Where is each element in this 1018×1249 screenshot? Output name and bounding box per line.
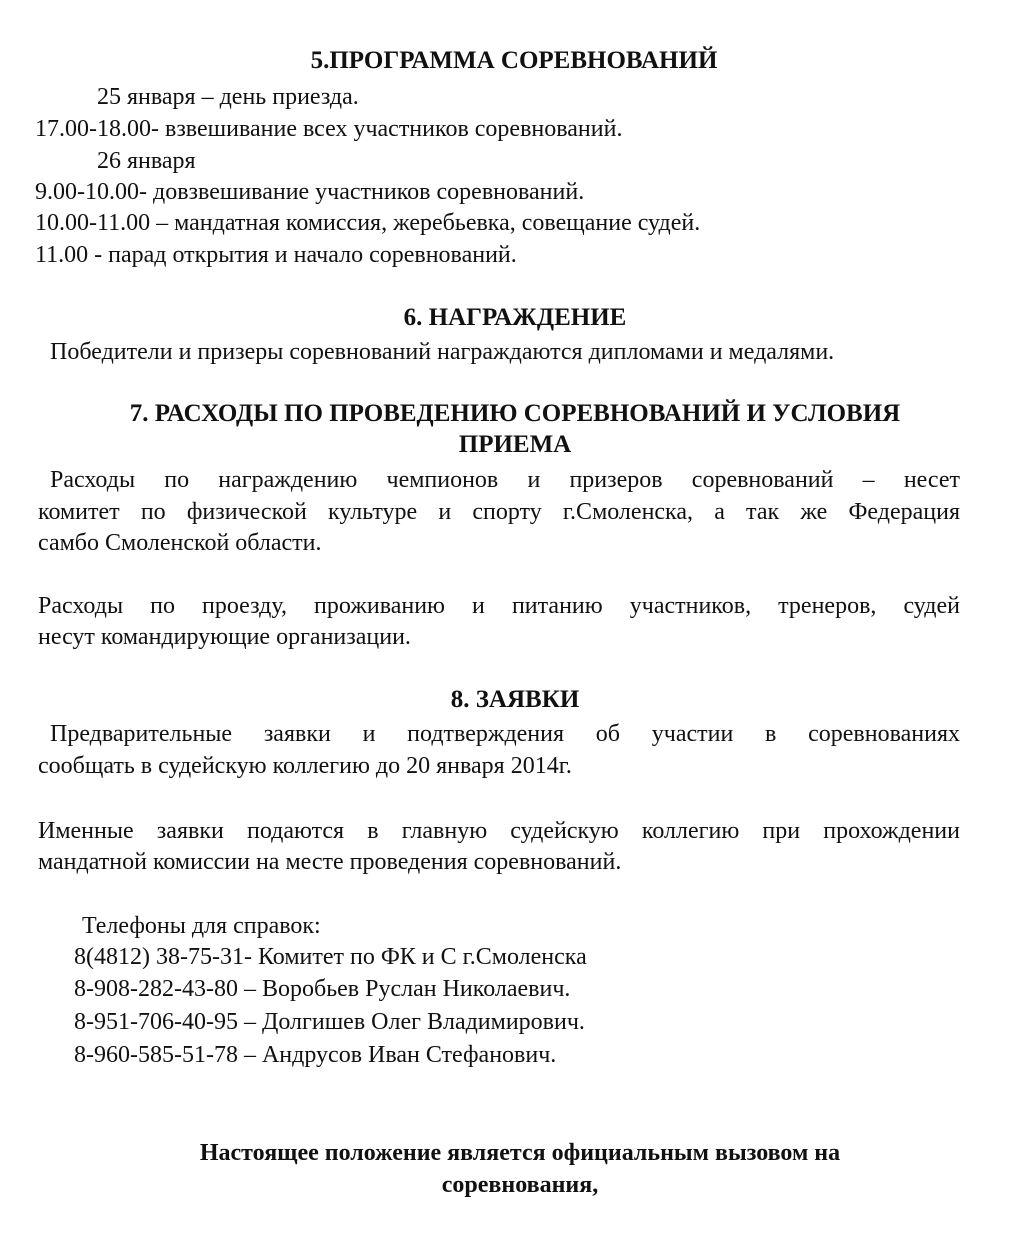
phone-entry: 8-960-585-51-78 – Андрусов Иван Стефанович. [74,1042,557,1068]
section-5-heading: 5.ПРОГРАММА СОРЕВНОВАНИЙ [310,47,718,74]
section-8-paragraph-2-line: мандатной комиссии на месте проведения соревнований. [38,849,622,875]
section-7-paragraph-1-line: комитет по физической культуре и спорту г.Смоленска, а так же Федерация [38,499,960,525]
section-7-paragraph-1-line: Расходы по награждению чемпионов и призеров соревнований – несет [50,467,960,493]
schedule-line: 17.00-18.00- взвешивание всех участников соревнований. [35,116,623,142]
phone-entry: 8-908-282-43-80 – Воробьев Руслан Николаевич. [74,976,571,1002]
phones-title: Телефоны для справок: [82,913,321,939]
schedule-line: 10.00-11.00 – мандатная комиссия, жеребьевка, совещание судей. [35,210,701,236]
section-7-heading: 7. РАСХОДЫ ПО ПРОВЕДЕНИЮ СОРЕВНОВАНИЙ И УСЛОВИЯ [129,400,901,427]
section-7-paragraph-2-line: несут командирующие организации. [38,624,411,650]
section-8-heading: 8. ЗАЯВКИ [450,686,580,713]
section-6-heading: 6. НАГРАЖДЕНИЕ [403,304,627,331]
section-8-paragraph-1-line: Предварительные заявки и подтверждения об участии в соревнованиях [50,721,960,747]
section-7-paragraph-2-line: Расходы по проезду, проживанию и питанию участников, тренеров, судей [38,593,960,619]
closing-statement-cont: соревнования, [441,1172,599,1198]
schedule-line: 9.00-10.00- довзвешивание участников соревнований. [35,179,585,205]
schedule-line: 11.00 - парад открытия и начало соревнований. [35,242,517,268]
section-7-paragraph-1-line: самбо Смоленской области. [38,530,322,556]
section-8-paragraph-1-line: сообщать в судейскую коллегию до 20 января 2014г. [38,753,572,779]
section-7-heading-cont: ПРИЕМА [458,431,572,458]
phone-entry: 8(4812) 38-75-31- Комитет по ФК и С г.Смоленска [74,944,587,970]
schedule-line: 26 января [97,148,196,174]
section-6-text: Победители и призеры соревнований награждаются дипломами и медалями. [50,339,835,365]
closing-statement: Настоящее положение является официальным вызовом на [199,1140,841,1166]
schedule-line: 25 января – день приезда. [97,84,359,110]
section-8-paragraph-2-line: Именные заявки подаются в главную судейскую коллегию при прохождении [38,818,960,844]
phone-entry: 8-951-706-40-95 – Долгишев Олег Владимирович. [74,1009,585,1035]
